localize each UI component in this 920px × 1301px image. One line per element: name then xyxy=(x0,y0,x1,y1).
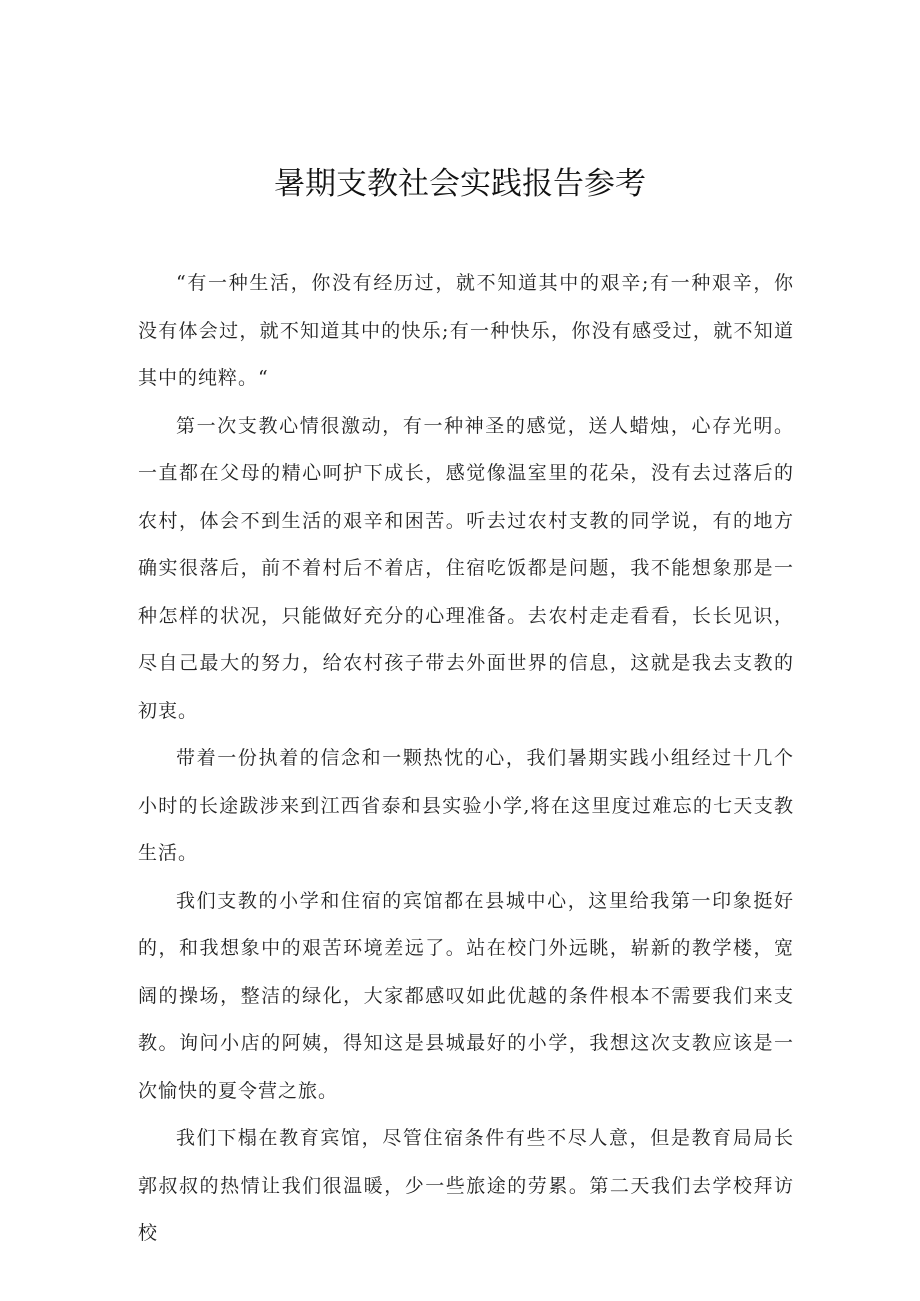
paragraph-first-teaching: 第一次支教心情很激动，有一种神圣的感觉，送人蜡烛，心存光明。一直都在父母的精心呵护下成长，感觉像温室里的花朵，没有去过落后的农村，体会不到生活的艰辛和困苦。听去过农村支教的同学说，有的地方确实很落后，前不着村后不着店，住宿吃饭都是问题，我不能想象那是一种怎样的状况，只能做好充分的心理准备。去农村走走看看，长长见识，尽自己最大的努力，给农村孩子带去外面世界的信息，这就是我去支教的初衷。 xyxy=(138,414,794,722)
paragraph-journey: 带着一份执着的信念和一颗热忱的心，我们暑期实践小组经过十几个小时的长途跋涉来到江西省泰和县实验小学,将在这里度过难忘的七天支教生活。 xyxy=(138,747,794,864)
paragraph-accommodation: 我们下榻在教育宾馆，尽管住宿条件有些不尽人意，但是教育局局长郭叔叔的热情让我们很温暖，少一些旅途的劳累。第二天我们去学校拜访校 xyxy=(138,1127,794,1244)
paragraph-school-impression: 我们支教的小学和住宿的宾馆都在县城中心，这里给我第一印象挺好的，和我想象中的艰苦环境差远了。站在校门外远眺，崭新的教学楼，宽阔的操场，整洁的绿化，大家都感叹如此优越的条件根本不需要我们来支教。询问小店的阿姨，得知这是县城最好的小学，我想这次支教应该是一次愉快的夏令营之旅。 xyxy=(138,889,794,1102)
document-title: 暑期支教社会实践报告参考 xyxy=(274,166,646,202)
document-body xyxy=(138,260,794,1258)
paragraph-quote: “有一种生活，你没有经历过，就不知道其中的艰辛;有一种艰辛，你没有体会过，就不知道其中的快乐;有一种快乐，你没有感受过，就不知道其中的纯粹。“ xyxy=(138,272,794,389)
